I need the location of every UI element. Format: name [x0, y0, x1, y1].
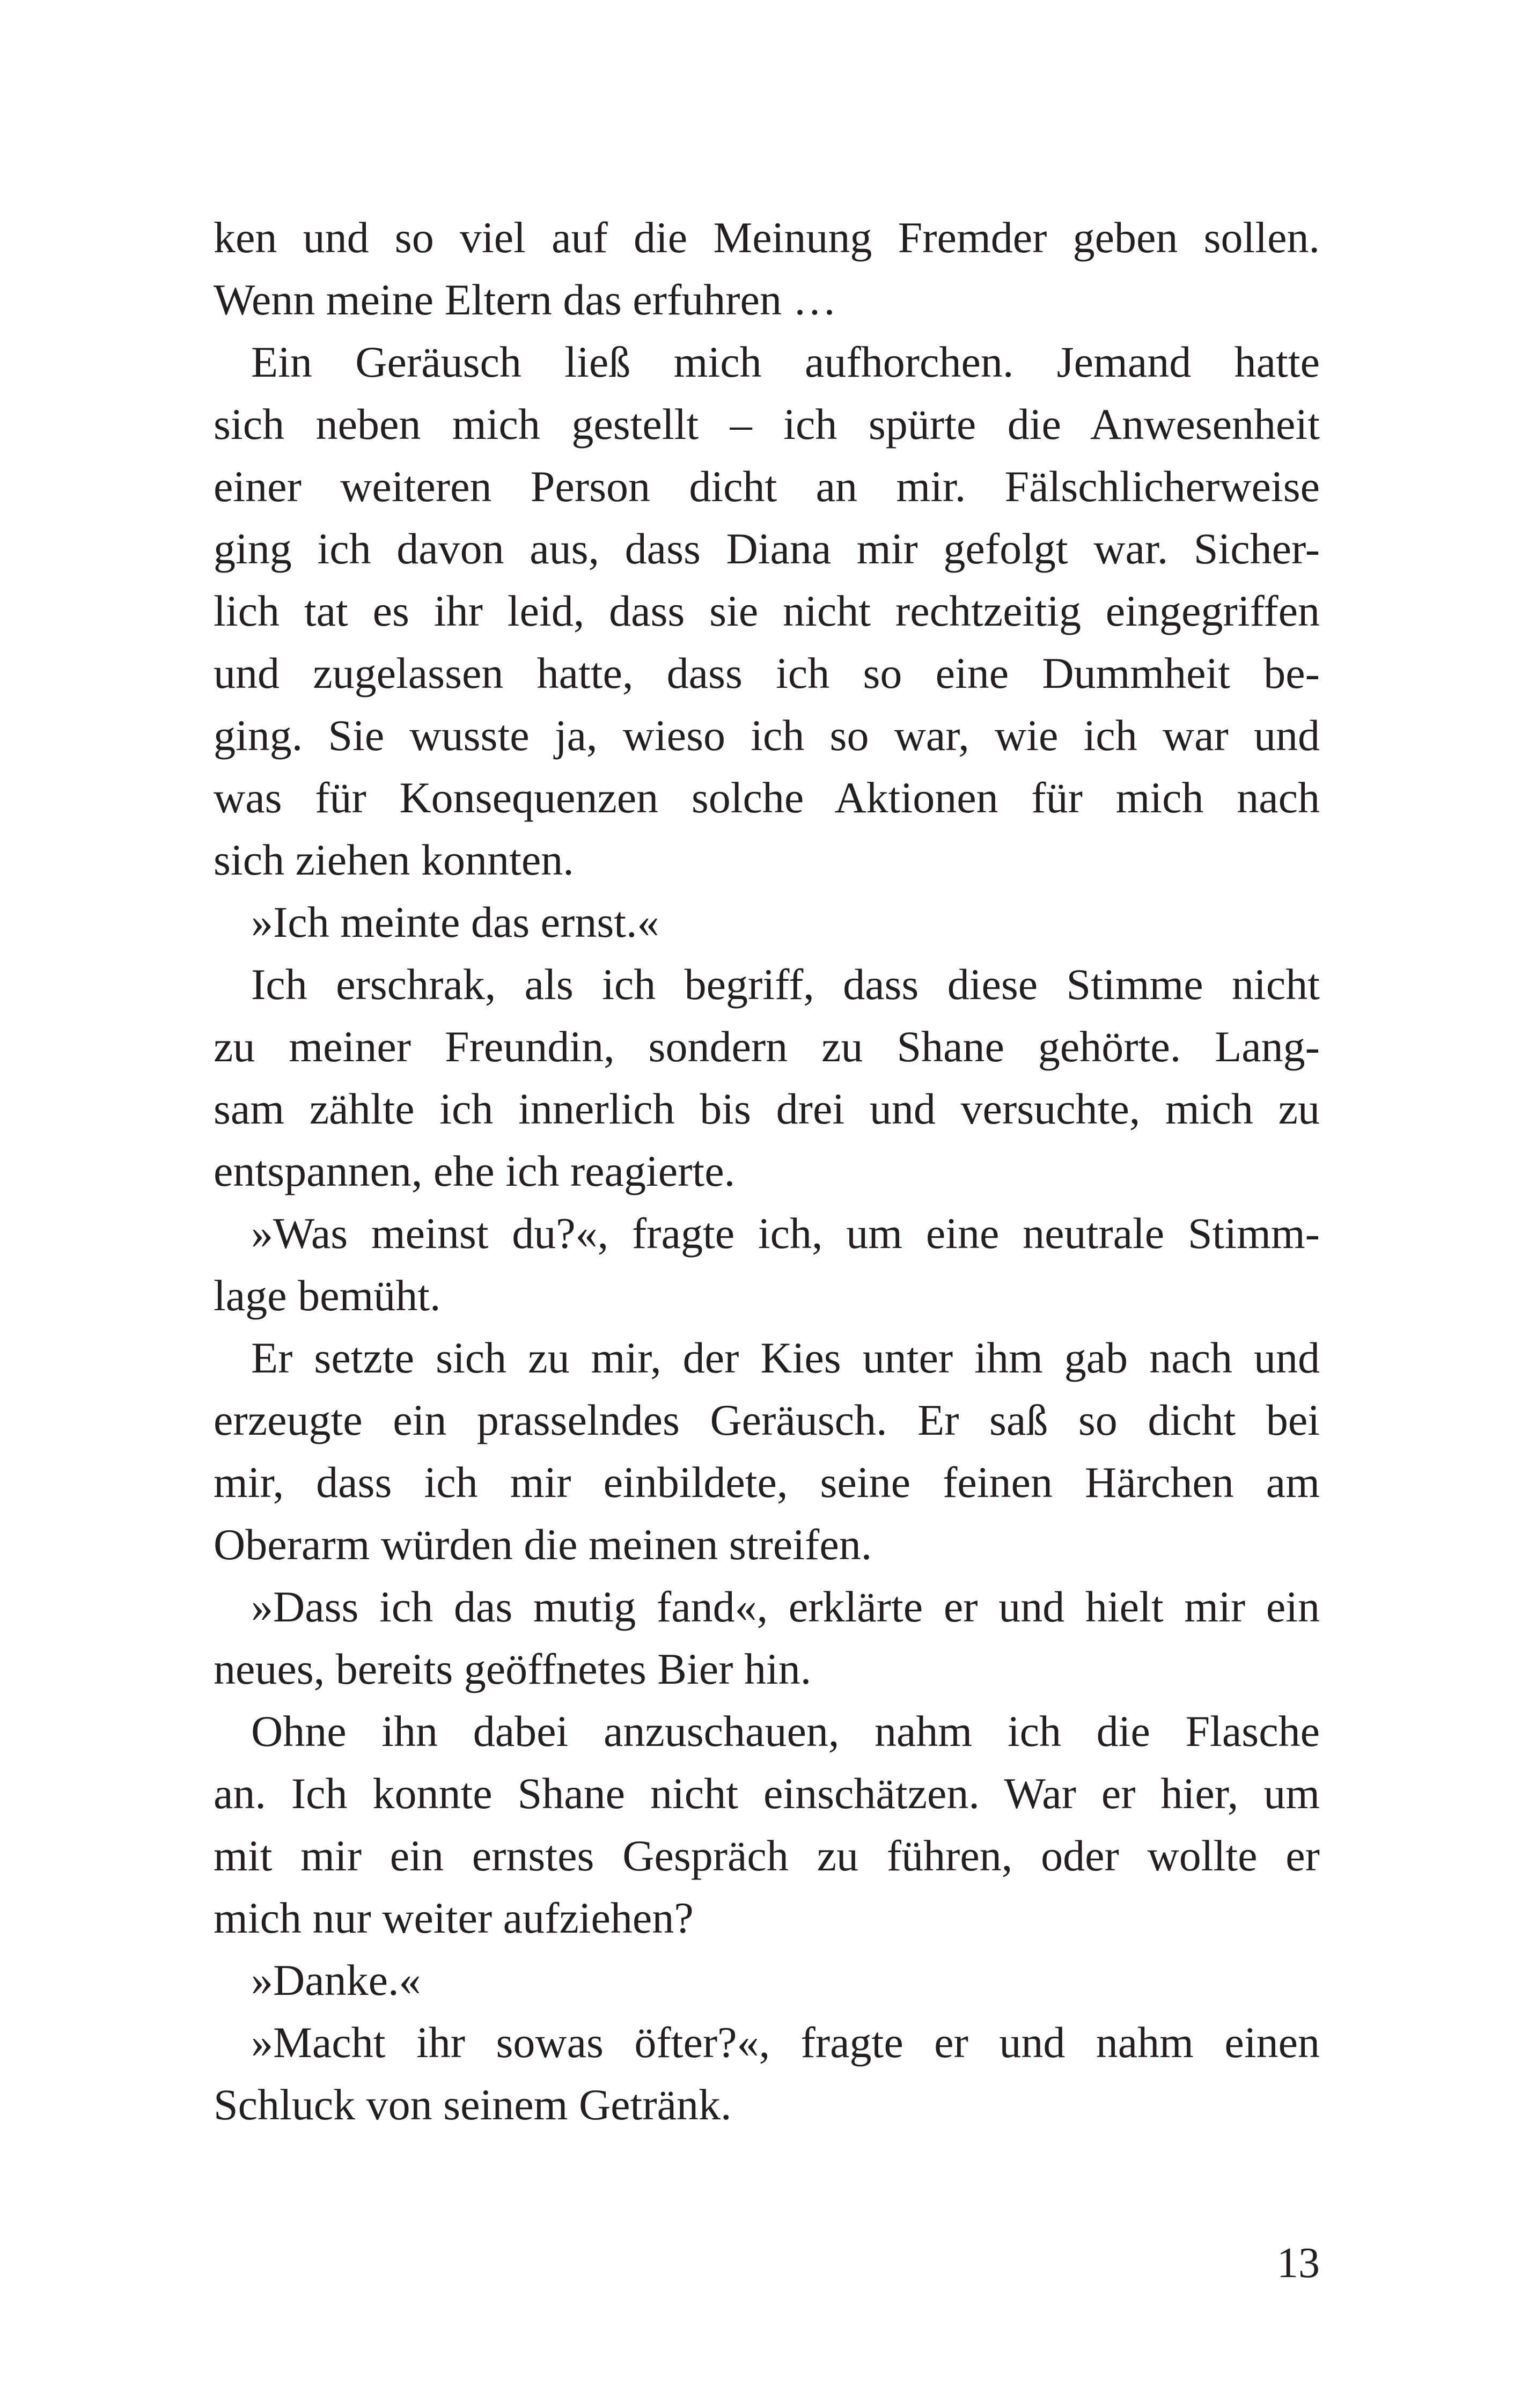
text-line: Ohne ihn dabei anzuschauen, nahm ich die Flasche: [251, 1707, 1320, 1756]
page-number: 13: [1277, 2240, 1320, 2287]
text-line: Wenn meine Eltern das erfuhren …: [214, 275, 837, 324]
text-line: neues, bereits geöffnetes Bier hin.: [214, 1645, 812, 1693]
text-line: ken und so viel auf die Meinung Fremder geben sollen.: [214, 213, 1320, 262]
text-line: sam zählte ich innerlich bis drei und versuchte, mich zu: [214, 1084, 1320, 1133]
text-line: ging. Sie wusste ja, wieso ich so war, wie ich war und: [214, 711, 1320, 760]
text-line: Er setzte sich zu mir, der Kies unter ihm gab nach und: [251, 1333, 1320, 1382]
text-line: ging ich davon aus, dass Diana mir gefolgt war. Sicher-: [214, 524, 1320, 573]
text-line: »Danke.«: [251, 1956, 421, 2005]
text-line: erzeugte ein prasselndes Geräusch. Er saß so dicht bei: [214, 1396, 1320, 1444]
text-line: »Was meinst du?«, fragte ich, um eine neutrale Stimm-: [251, 1209, 1320, 1258]
text-line: sich ziehen konnten.: [214, 835, 574, 884]
text-line: an. Ich konnte Shane nicht einschätzen. War er hier, um: [214, 1769, 1320, 1818]
text-line: »Dass ich das mutig fand«, erklärte er und hielt mir ein: [251, 1582, 1320, 1631]
text-line: Schluck von seinem Getränk.: [214, 2080, 732, 2129]
text-line: Ich erschrak, als ich begriff, dass diese Stimme nicht: [251, 960, 1320, 1009]
text-line: zu meiner Freundin, sondern zu Shane gehörte. Lang-: [214, 1022, 1320, 1071]
text-line: und zugelassen hatte, dass ich so eine Dummheit be-: [214, 649, 1320, 698]
text-line: »Ich meinte das ernst.«: [251, 898, 659, 946]
text-line: Ein Geräusch ließ mich aufhorchen. Jemand hatte: [251, 337, 1320, 386]
text-line: mit mir ein ernstes Gespräch zu führen, oder wollte er: [214, 1831, 1320, 1880]
text-line: Oberarm würden die meinen streifen.: [214, 1520, 872, 1569]
text-line: entspannen, ehe ich reagierte.: [214, 1147, 736, 1195]
body-text: [214, 207, 1320, 2136]
text-line: mir, dass ich mir einbildete, seine feinen Härchen am: [214, 1458, 1320, 1507]
text-line: mich nur weiter aufziehen?: [214, 1893, 694, 1942]
text-line: sich neben mich gestellt – ich spürte die Anwesenheit: [214, 400, 1320, 449]
text-line: einer weiteren Person dicht an mir. Fälschlicherweise: [214, 462, 1320, 511]
text-line: lage bemüht.: [214, 1271, 441, 1320]
text-line: was für Konsequenzen solche Aktionen für mich nach: [214, 773, 1320, 822]
text-line: lich tat es ihr leid, dass sie nicht rechtzeitig eingegriffen: [214, 586, 1320, 635]
text-line: »Macht ihr sowas öfter?«, fragte er und nahm einen: [251, 2018, 1320, 2067]
